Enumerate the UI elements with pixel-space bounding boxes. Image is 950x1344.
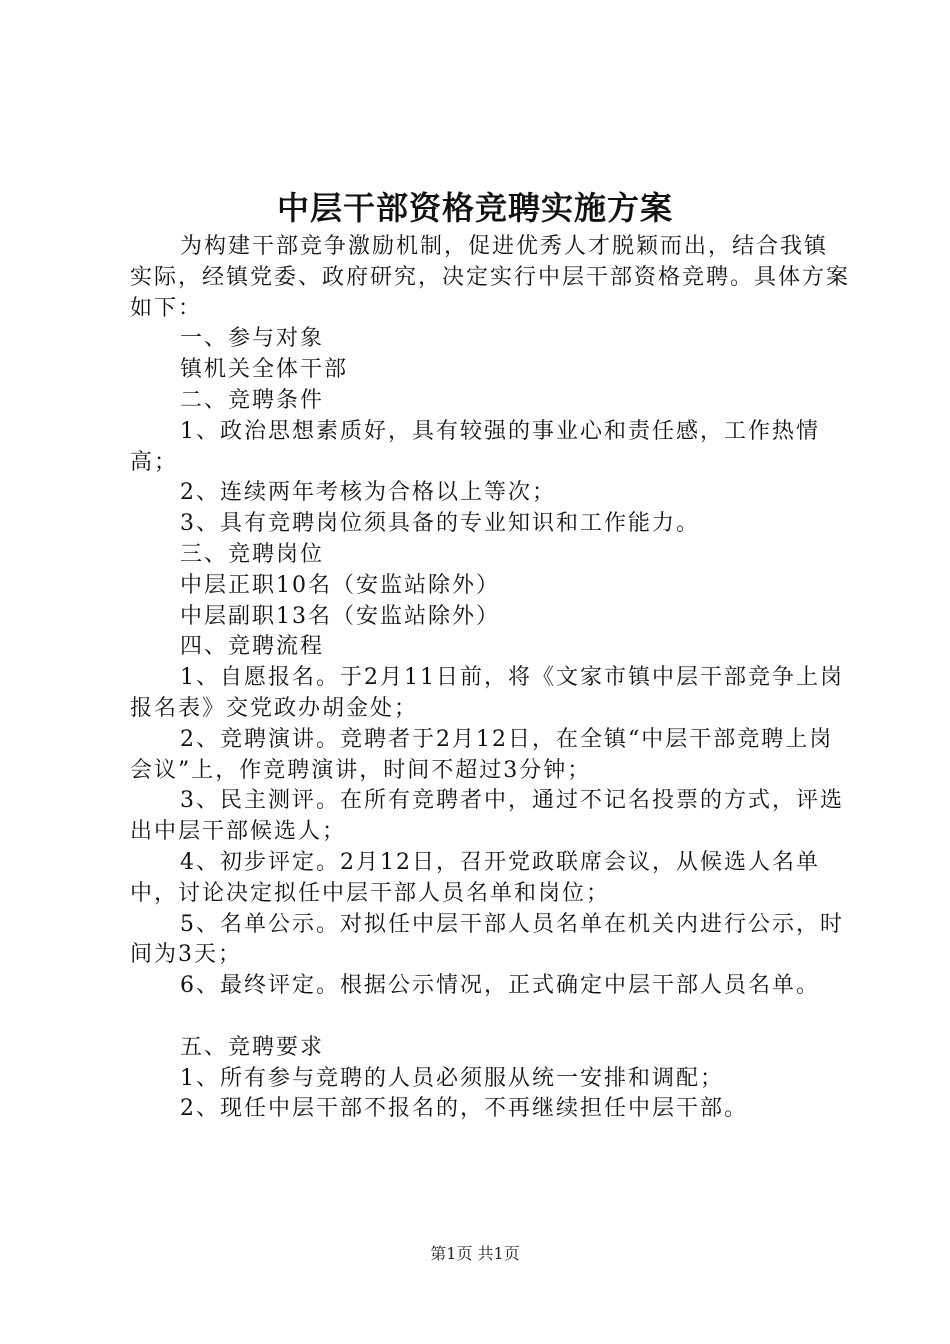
requirement-item: 1、所有参与竞聘的人员必须服从统一安排和调配； [180, 1065, 724, 1091]
section-heading-positions: 三、竞聘岗位 [180, 541, 325, 567]
condition-item: 3、具有竞聘岗位须具备的专业知识和工作能力。 [180, 511, 700, 537]
section-heading-process: 四、竞聘流程 [180, 634, 325, 660]
process-item: 6、最终评定。根据公示情况，正式确定中层干部人员名单。 [180, 973, 820, 999]
requirement-item: 2、现任中层干部不报名的，不再继续担任中层干部。 [180, 1096, 748, 1122]
paragraph-spacer [130, 1002, 850, 1033]
position-item: 中层正职10名（安监站除外） [180, 572, 500, 598]
condition-item: 1、政治思想素质好，具有较强的事业心和责任感，工作热情高； [130, 418, 820, 475]
process-item: 3、民主测评。在所有竞聘者中，通过不记名投票的方式，评选出中层干部候选人； [130, 788, 844, 845]
process-item: 1、自愿报名。于2月11日前，将《文家市镇中层干部竞争上岗报名表》交党政办胡金处； [130, 665, 844, 721]
process-item: 4、初步评定。2月12日，召开党政联席会议，从候选人名单中，讨论决定拟任中层干部人员名单和岗位； [130, 849, 820, 906]
process-item: 2、竞聘演讲。竞聘者于2月12日，在全镇“中层干部竞聘上岗会议”上，作竞聘演讲，时间不超过3分钟； [130, 726, 834, 783]
condition-item: 2、连续两年考核为合格以上等次； [180, 480, 556, 506]
intro-paragraph: 为构建干部竞争激励机制，促进优秀人才脱颖而出，结合我镇实际，经镇党委、政府研究，决定实行中层干部资格竞聘。具体方案如下： [130, 234, 851, 321]
section-heading-conditions: 二、竞聘条件 [180, 387, 325, 413]
section-heading-participants: 一、参与对象 [180, 326, 325, 352]
participants-text: 镇机关全体干部 [180, 357, 349, 383]
document-body [130, 232, 850, 1125]
process-item: 5、名单公示。对拟任中层干部人员名单在机关内进行公示，时间为3天； [130, 911, 844, 968]
position-item: 中层副职13名（安监站除外） [180, 603, 500, 629]
document-title: 中层干部资格竞聘实施方案 [276, 189, 673, 227]
page-number-footer: 第1页 共1页 [430, 1244, 520, 1263]
section-heading-requirements: 五、竞聘要求 [180, 1034, 325, 1060]
